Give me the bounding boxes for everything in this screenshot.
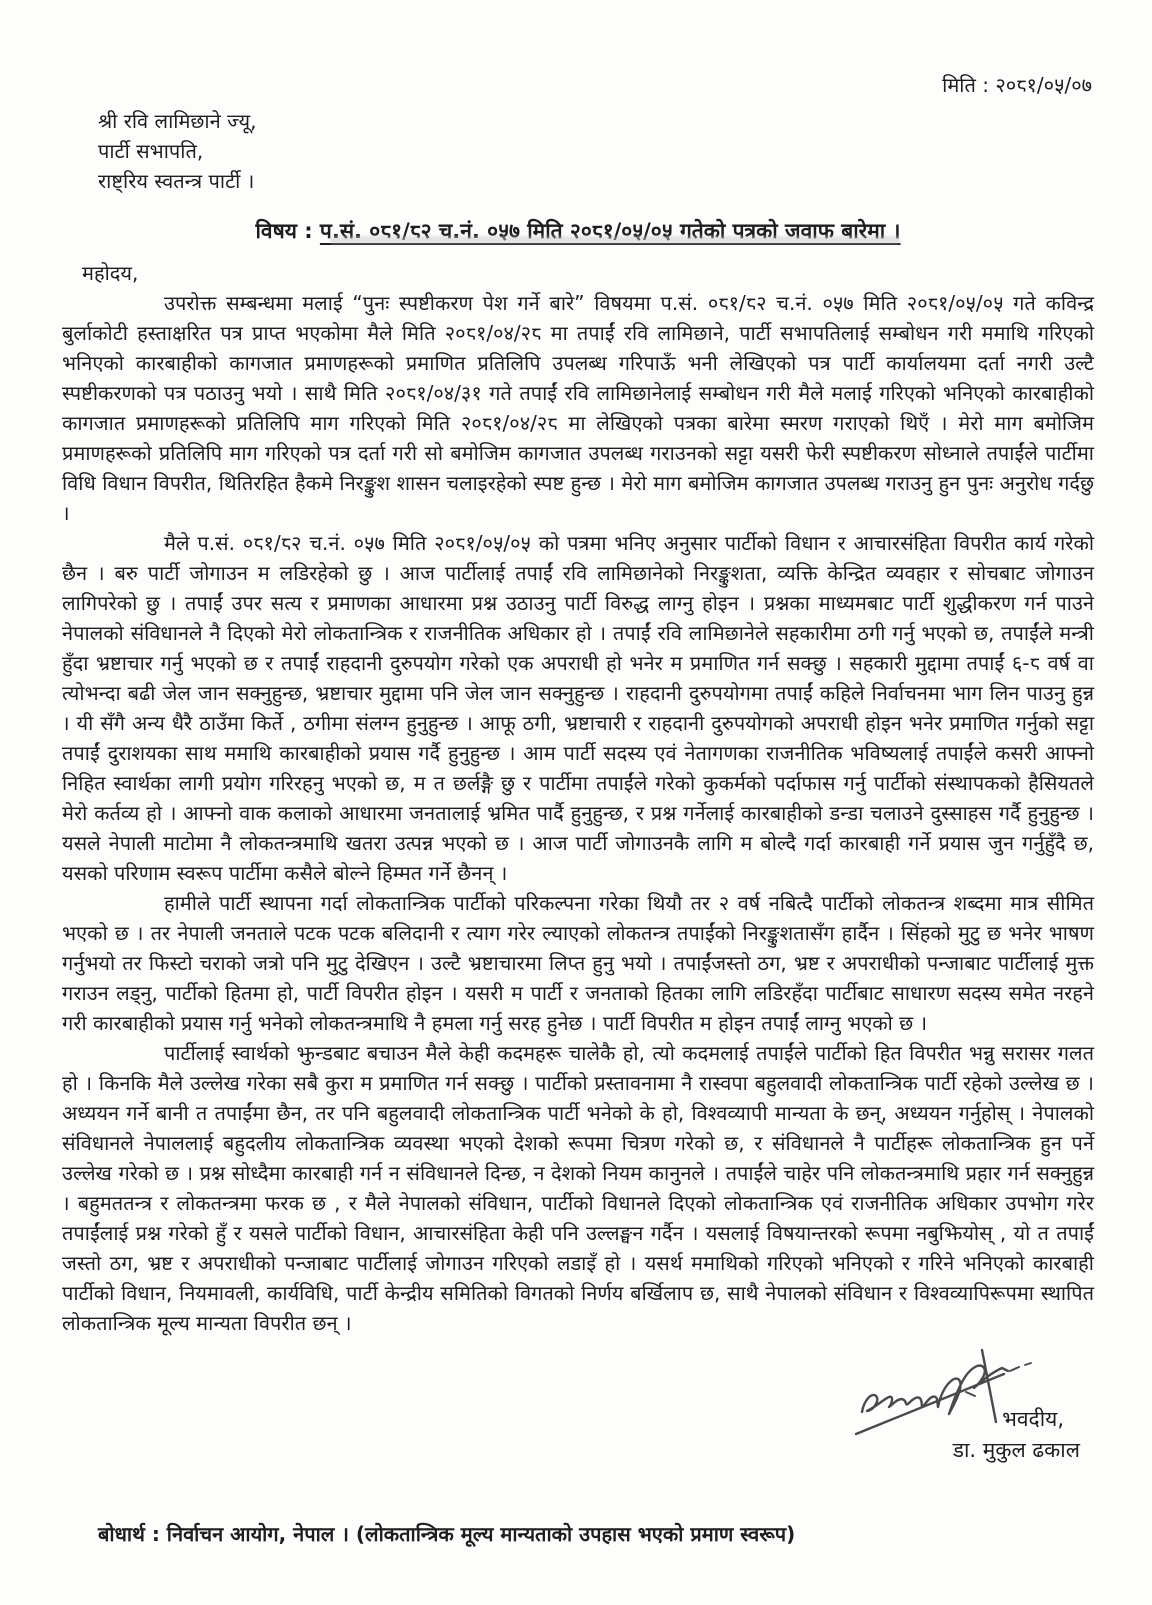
body-paragraph-4: पार्टीलाई स्वार्थको झुन्डबाट बचाउन मैले केही कदमहरू चालेकै हो, त्यो कदमलाई तपाईंले पार्टीको हित विपरीत भन्नु सरासर गलत हो । किनकि मैले उल्लेख गरेका सबै कुरा म प्रमाणित गर्न सक्छु । पार्टीको प्रस्तावनामा नै रास्वपा बहुलवादी लोकतान्त्रिक पार्टी रहेको उल्लेख छ । अध्ययन गर्ने बानी त तपाईंमा छैन, तर पनि बहुलवादी लोकतान्त्रिक पार्टी भनेको के हो, विश्वव्यापी मान्यता के छन्, अध्ययन गर्नुहोस् । नेपालको संविधानले नेपाललाई बहुदलीय लोकतान्त्रिक व्यवस्था भएको देशको रूपमा चित्रण गरेको छ, र संविधानले नै पार्टीहरू लोकतान्त्रिक हुन पर्ने उल्लेख गरेको छ । प्रश्न सोध्दैमा कारबाही गर्न न संविधानले दिन्छ, न देशको नियम कानुनले । तपाईंले चाहेर पनि लोकतन्त्रमाथि प्रहार गर्न सक्नुहुन्न । बहुमततन्त्र र लोकतन्त्रमा फरक छ , र मैले नेपालको संविधान, पार्टीको विधानले दिएको लोकतान्त्रिक एवं राजनीतिक अधिकार उपभोग गरेर तपाईंलाई प्रश्न गरेको हुँ र यसले पार्टीको विधान, आचारसंहिता केही पनि उल्लङ्घन गर्दैन । यसलाई विषयान्तरको रूपमा नबुझियोस् , यो त तपाईं जस्तो ठग, भ्रष्ट र अपराधीको पन्जाबाट पार्टीलाई जोगाउन गरिएको लडाइँ हो । यसर्थ ममाथिको गरिएको भनिएको र गरिने भनिएको कारबाही पार्टीको विधान, नियमावली, कार्यविधि, पार्टी केन्द्रीय समितिको विगतको निर्णय बर्खिलाप छ, साथै नेपालको संविधान र विश्वव्यापिरूपमा स्थापित लोकतान्त्रिक मूल्य मान्यता विपरीत छन् ।: [62, 1041, 1094, 1335]
body-paragraph-3: हामीले पार्टी स्थापना गर्दा लोकतान्त्रिक पार्टीको परिकल्पना गरेका थियौ तर २ वर्ष नबित्दै पार्टीको लोकतन्त्र शब्दमा मात्र सीमित भएको छ । तर नेपाली जनताले पटक पटक बलिदानी र त्याग गरेर ल्याएको लोकतन्त्र तपाईंको निरङ्कुशतासँग हार्दैन । सिंहको मुटु छ भनेर भाषण गर्नुभयो तर फिस्टो चराको जत्रो पनि मुटु देखिएन । उल्टै भ्रष्टाचारमा लिप्त हुनु भयो । तपाईंजस्तो ठग, भ्रष्ट र अपराधीको पन्जाबाट पार्टीलाई मुक्त गराउन लड्नु, पार्टीको हितमा हो, पार्टी विपरीत होइन । यसरी म पार्टी र जनताको हितका लागि लडिरहँदा पार्टीबाट साधारण सदस्य समेत नरहने गरी कारबाहीको प्रयास गर्नु भनेको लोकतन्त्रमाथि नै हमला गर्नु सरह हुनेछ । पार्टी विपरीत म होइन तपाईं लाग्नु भएको छ ।: [62, 891, 1094, 1035]
recipient-party: राष्ट्रिय स्वतन्त्र पार्टी ।: [98, 169, 255, 193]
signature-block: [850, 1344, 1094, 1466]
recipient-name: श्री रवि लामिछाने ज्यू,: [98, 109, 257, 133]
salutation: महोदय,: [82, 261, 139, 285]
recipient-title: पार्टी सभापति,: [98, 139, 204, 163]
subject-label: विषय :: [255, 219, 320, 243]
date-line: मिति : २०८१/०५/०७: [942, 73, 1092, 97]
body-paragraph-2: मैले प.सं. ०८१/८२ च.नं. ०५७ मिति २०८१/०५/०५ को पत्रमा भनिए अनुसार पार्टीको विधान र आचारसंहिता विपरीत कार्य गरेको छैन । बरु पार्टी जोगाउन म लडिरहेको छु । आज पार्टीलाई तपाईं रवि लामिछानेको निरङ्कुशता, व्यक्ति केन्द्रित व्यवहार र सोचबाट जोगाउन लागिपरेको छु । तपाईं उपर सत्य र प्रमाणका आधारमा प्रश्न उठाउनु पार्टी विरुद्ध लाग्नु होइन । प्रश्नका माध्यमबाट पार्टी शुद्धीकरण गर्न पाउने नेपालको संविधानले नै दिएको मेरो लोकतान्त्रिक र राजनीतिक अधिकार हो । तपाईं रवि लामिछानेले सहकारीमा ठगी गर्नु भएको छ, तपाईंले मन्त्री हुँदा भ्रष्टाचार गर्नु भएको छ र तपाईं राहदानी दुरुपयोग गरेको एक अपराधी हो भनेर म प्रमाणित गर्न सक्छु । सहकारी मुद्दामा तपाईं ६-८ वर्ष वा त्योभन्दा बढी जेल जान सक्नुहुन्छ, भ्रष्टाचार मुद्दामा पनि जेल जान सक्नुहुन्छ । राहदानी दुरुपयोगमा तपाईं कहिले निर्वाचनमा भाग लिन पाउनु हुन्न । यी सँगै अन्य धैरै ठाउँमा किर्ते , ठगीमा संलग्न हुनुहुन्छ । आफू ठगी, भ्रष्टाचारी र राहदानी दुरुपयोगको अपराधी होइन भनेर प्रमाणित गर्नुको सट्टा तपाईं दुराशयका साथ ममाथि कारबाहीको प्रयास गर्दै हुनुहुन्छ । आम पार्टी सदस्य एवं नेतागणका राजनीतिक भविष्यलाई तपाईंले कसरी आफ्नो निहित स्वार्थका लागी प्रयोग गरिरहनु भएको छ, म त छर्लङ्गै छु र पार्टीमा तपाईंले गरेको कुकर्मको पर्दाफास गर्नु पार्टीको संस्थापकको हैसियतले मेरो कर्तव्य हो । आफ्नो वाक कलाको आधारमा जनतालाई भ्रमित पार्दै हुनुहुन्छ, र प्रश्न गर्नेलाई कारबाहीको डन्डा चलाउने दुस्साहस गर्दै हुनुहुन्छ । यसले नेपाली माटोमा नै लोकतन्त्रमाथि खतरा उत्पन्न भएको छ । आज पार्टी जोगाउनकै लागि म बोल्दै गर्दा कारबाही गर्ने प्रयास जुन गर्नुहुँदै छ, यसको परिणाम स्वरूप पार्टीमा कसैले बोल्ने हिम्मत गर्ने छैनन् ।: [62, 531, 1094, 885]
cc-line: बोधार्थ : निर्वाचन आयोग, नेपाल । (लोकतान्त्रिक मूल्य मान्यताको उपहास भएको प्रमाण स्वरूप): [98, 1522, 796, 1546]
body-paragraph-1: उपरोक्त सम्बन्धमा मलाई “पुनः स्पष्टीकरण पेश गर्ने बारे” विषयमा प.सं. ०८१/८२ च.नं. ०५७ मिति २०८१/०५/०५ गते कविन्द्र बुर्लाकोटी हस्ताक्षरित पत्र प्राप्त भएकोमा मैले मिति २०८१/०४/२८ मा तपाईं रवि लामिछाने, पार्टी सभापतिलाई सम्बोधन गरी ममाथि गरिएको भनिएको कारबाहीको कागजात प्रमाणहरूको प्रमाणित प्रतिलिपि उपलब्ध गरिपाऊँ भनी लेखिएको पत्र पार्टी कार्यालयमा दर्ता नगरी उल्टै स्पष्टीकरणको पत्र पठाउनु भयो । साथै मिति २०८१/०४/३१ गते तपाईं रवि लामिछानेलाई सम्बोधन गरी मैले मलाई गरिएको भनिएको कारबाहीको कागजात प्रमाणहरूको प्रतिलिपि माग गरिएको मिति २०८१/०४/२८ मा लेखिएको पत्रका बारेमा स्मरण गराएको थिएँ । मेरो माग बमोजिम प्रमाणहरूको प्रतिलिपि माग गरिएको पत्र दर्ता गरी सो बमोजिम कागजात उपलब्ध गराउनको सट्टा यसरी फेरी स्पष्टीकरण सोध्नाले तपाईंले पार्टीमा विधि विधान विपरीत, थितिरहित हैकमे निरङ्कुश शासन चलाइरहेको स्पष्ट हुन्छ । मेरो माग बमोजिम कागजात उपलब्ध गराउनु हुन पुनः अनुरोध गर्दछु ।: [62, 291, 1094, 525]
subject-line: [62, 216, 1094, 246]
subject-text: प.सं. ०८१/८२ च.नं. ०५७ मिति २०८१/०५/०५ गतेको पत्रको जवाफ बारेमा ।: [319, 219, 901, 243]
recipient-block: [98, 106, 1094, 196]
signatory-name: डा. मुकुल ढकाल: [952, 1438, 1080, 1462]
valediction: भवदीय,: [1002, 1407, 1064, 1431]
